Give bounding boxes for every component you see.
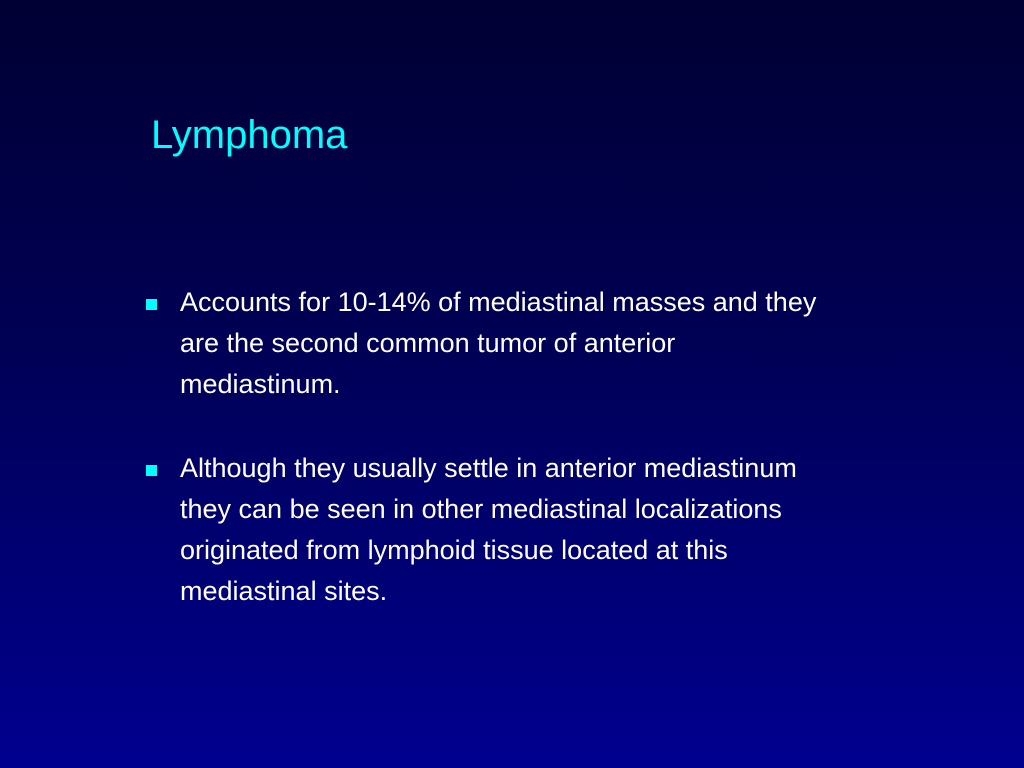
bullet-line: Although they usually settle in anterior mediastinum [180,453,797,483]
bullet-line: originated from lymphoid tissue located at this [180,535,728,565]
bullet-list [140,282,1000,655]
bullet-line: mediastinum. [180,369,341,399]
square-bullet-icon [146,299,157,310]
bullet-item [140,282,1000,405]
bullet-line: Accounts for 10-14% of mediastinal masses and they [180,287,817,317]
bullet-line: mediastinal sites. [180,576,388,606]
bullet-line: they can be seen in other mediastinal localizations [180,494,782,524]
slide-title: Lymphoma [151,113,348,157]
square-bullet-icon [146,465,157,476]
bullet-line: are the second common tumor of anterior [180,328,676,358]
bullet-item [140,448,1000,612]
